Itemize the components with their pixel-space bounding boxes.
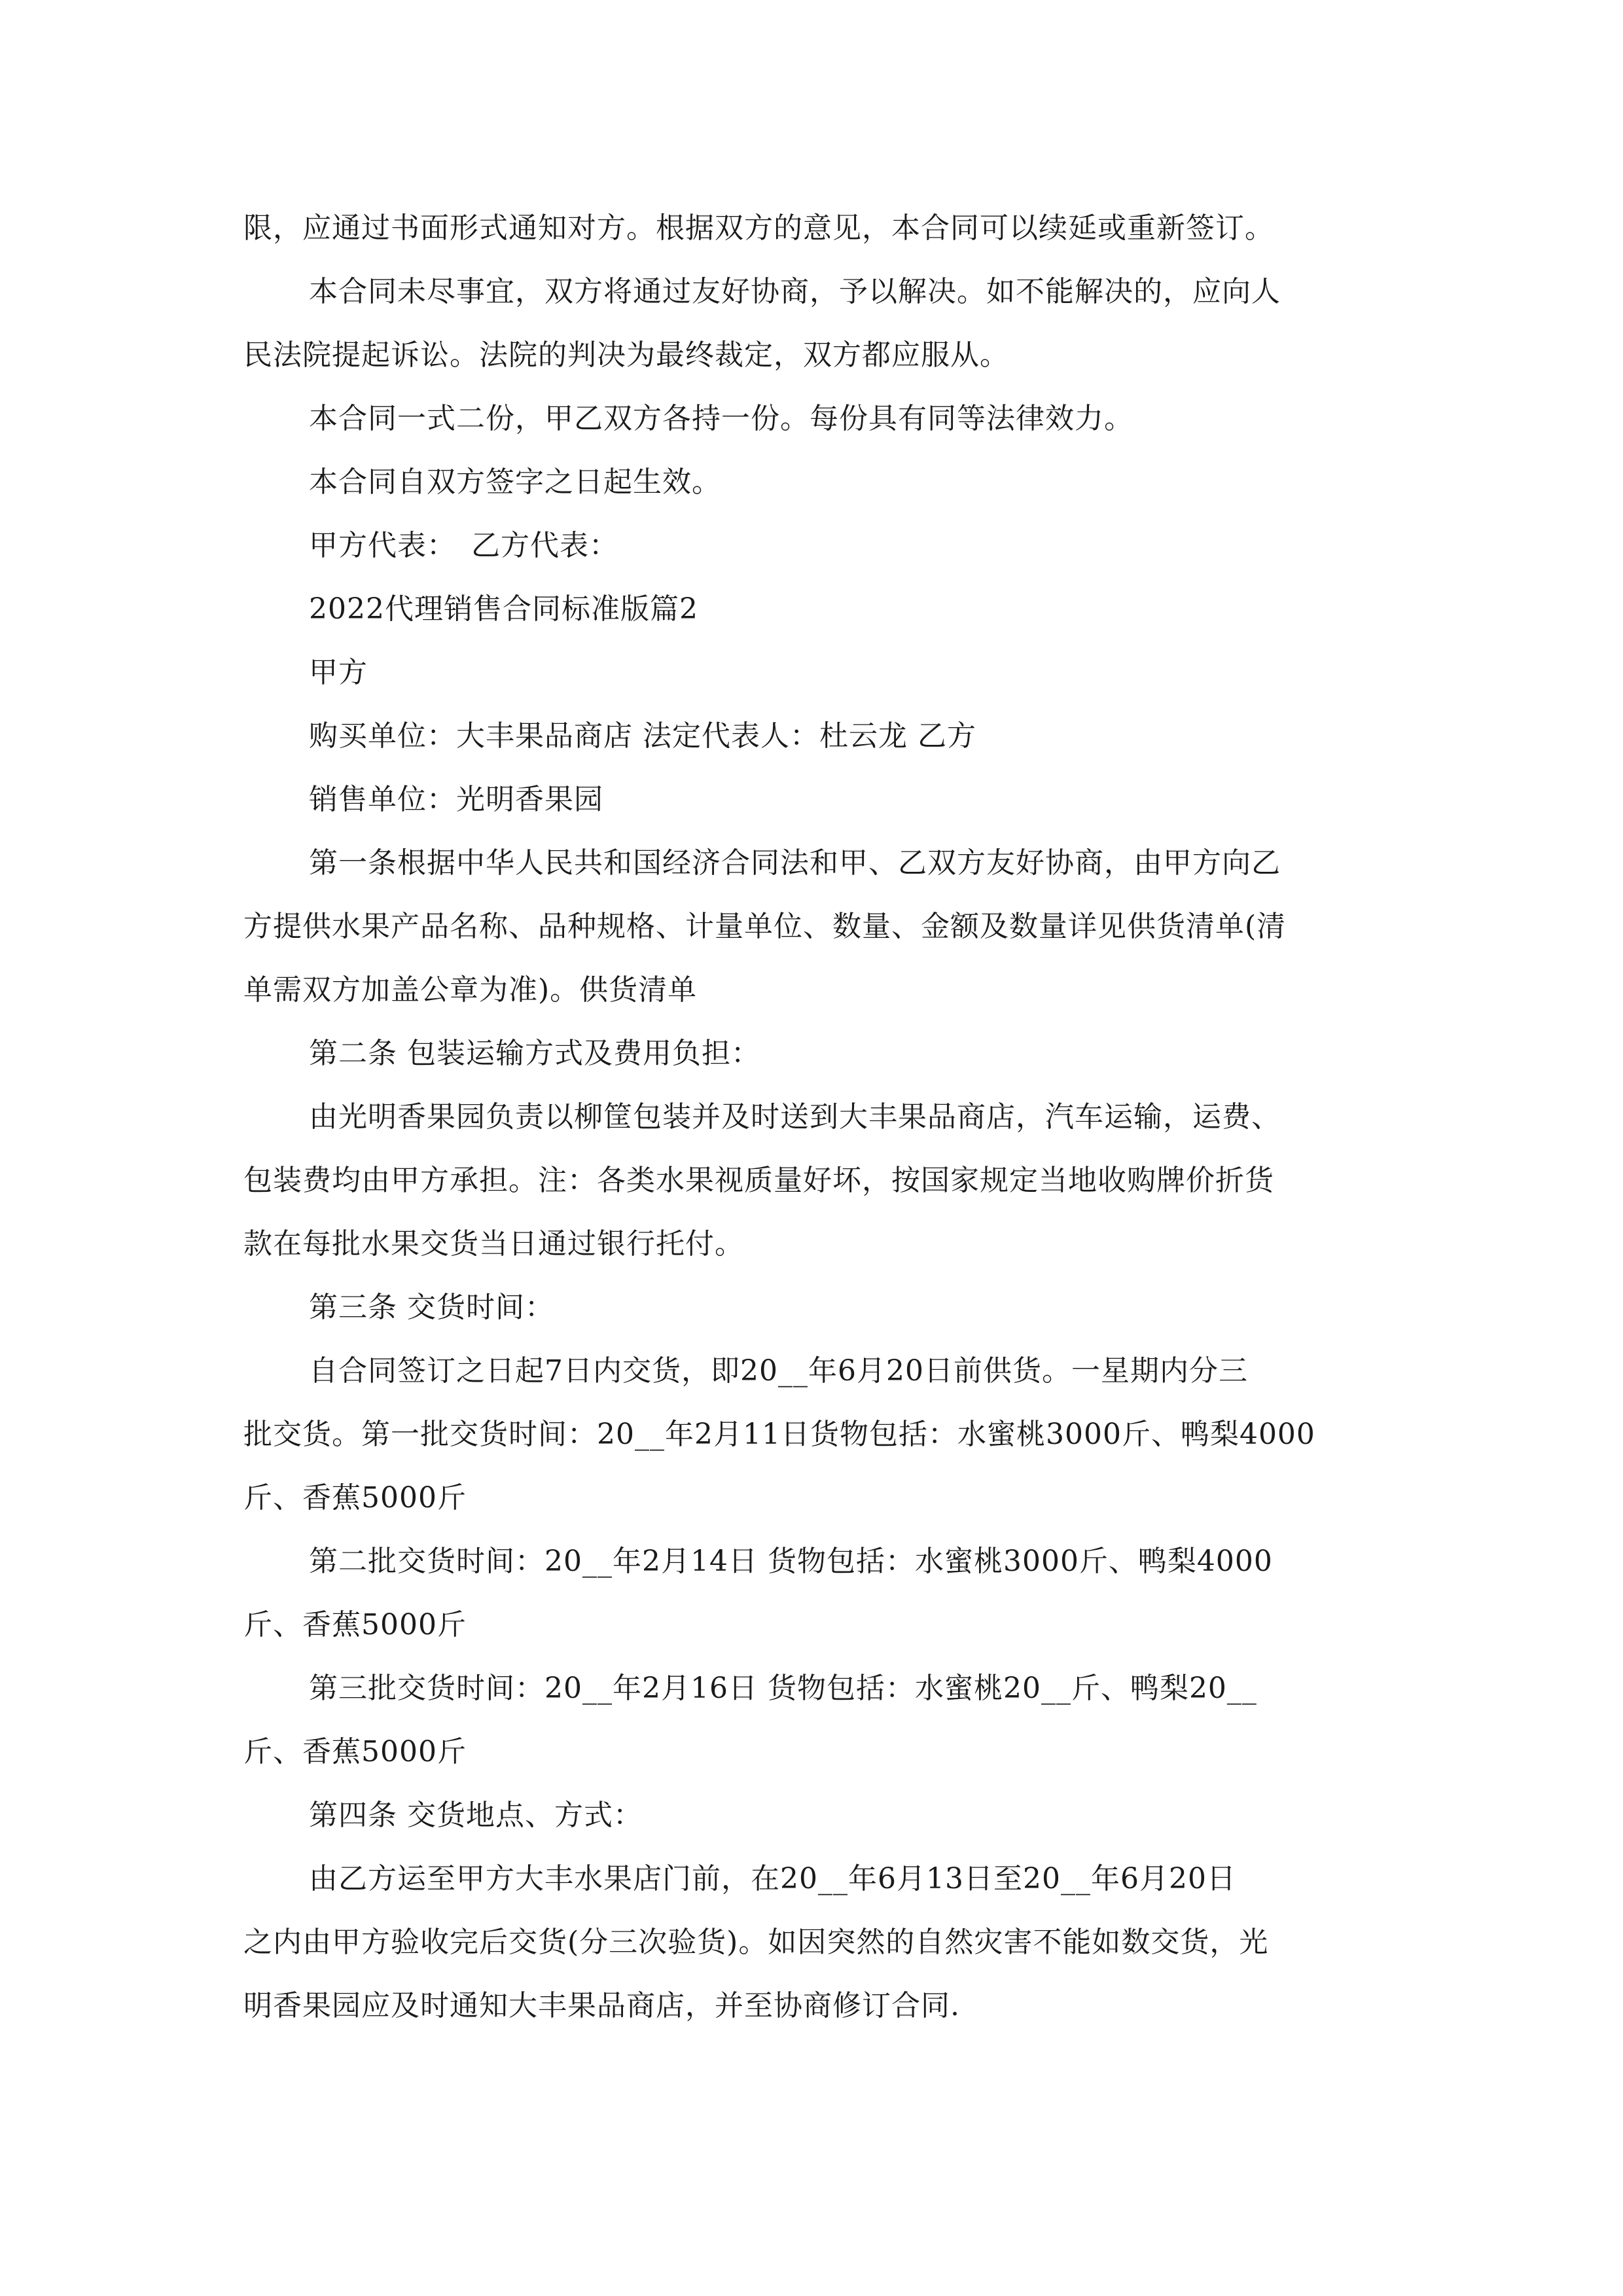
text-line: 销售单位：光明香果园 — [309, 783, 603, 816]
text-line: 第一条根据中华人民共和国经济合同法和甲、乙双方友好协商，由甲方向乙 — [309, 846, 1281, 880]
text-line: 第三批交货时间：20__年2月16日 货物包括：水蜜桃20__斤、鸭梨20__ — [309, 1672, 1257, 1705]
text-line: 限，应通过书面形式通知对方。根据双方的意见，本合同可以续延或重新签订。 — [243, 211, 1274, 245]
text-line: 方提供水果产品名称、品种规格、计量单位、数量、金额及数量详见供货清单(清 — [243, 910, 1287, 943]
text-line: 斤、香蕉5000斤 — [243, 1608, 467, 1641]
text-line: 之内由甲方验收完后交货(分三次验货)。如因突然的自然灾害不能如数交货，光 — [243, 1926, 1269, 1959]
text-line: 第四条 交货地点、方式： — [309, 1799, 643, 1832]
text-line: 甲方 — [309, 656, 368, 689]
text-line: 斤、香蕉5000斤 — [243, 1735, 467, 1768]
text-line: 第三条 交货时间： — [309, 1291, 554, 1324]
text-line: 自合同签订之日起7日内交货，即20__年6月20日前供货。一星期内分三 — [309, 1354, 1248, 1388]
text-line: 甲方代表： 乙方代表： — [309, 529, 618, 562]
text-line: 批交货。第一批交货时间：20__年2月11日货物包括：水蜜桃3000斤、鸭梨4000 — [243, 1418, 1315, 1451]
contract-text-block — [243, 196, 1390, 2037]
text-line: 本合同一式二份，甲乙双方各持一份。每份具有同等法律效力。 — [309, 402, 1133, 435]
text-line: 购买单位：大丰果品商店 法定代表人：杜云龙 乙方 — [309, 719, 976, 753]
text-line: 2022代理销售合同标准版篇2 — [309, 592, 698, 626]
text-line: 由乙方运至甲方大丰水果店门前，在20__年6月13日至20__年6月20日 — [309, 1862, 1236, 1895]
text-line: 斤、香蕉5000斤 — [243, 1481, 467, 1515]
text-line: 第二批交货时间：20__年2月14日 货物包括：水蜜桃3000斤、鸭梨4000 — [309, 1545, 1273, 1578]
text-line: 第二条 包装运输方式及费用负担： — [309, 1037, 760, 1070]
text-line: 由光明香果园负责以柳筐包装并及时送到大丰果品商店，汽车运输，运费、 — [309, 1100, 1281, 1134]
text-line: 款在每批水果交货当日通过银行托付。 — [243, 1227, 744, 1261]
text-line: 明香果园应及时通知大丰果品商店，并至协商修订合同. — [243, 1989, 960, 2022]
text-line: 包装费均由甲方承担。注：各类水果视质量好坏，按国家规定当地收购牌价折货 — [243, 1164, 1274, 1197]
text-line: 单需双方加盖公章为准)。供货清单 — [243, 973, 698, 1007]
text-line: 民法院提起诉讼。法院的判决为最终裁定，双方都应服从。 — [243, 338, 1009, 372]
text-line: 本合同未尽事宜，双方将通过友好协商，予以解决。如不能解决的，应向人 — [309, 275, 1281, 308]
text-line: 本合同自双方签字之日起生效。 — [309, 465, 721, 499]
